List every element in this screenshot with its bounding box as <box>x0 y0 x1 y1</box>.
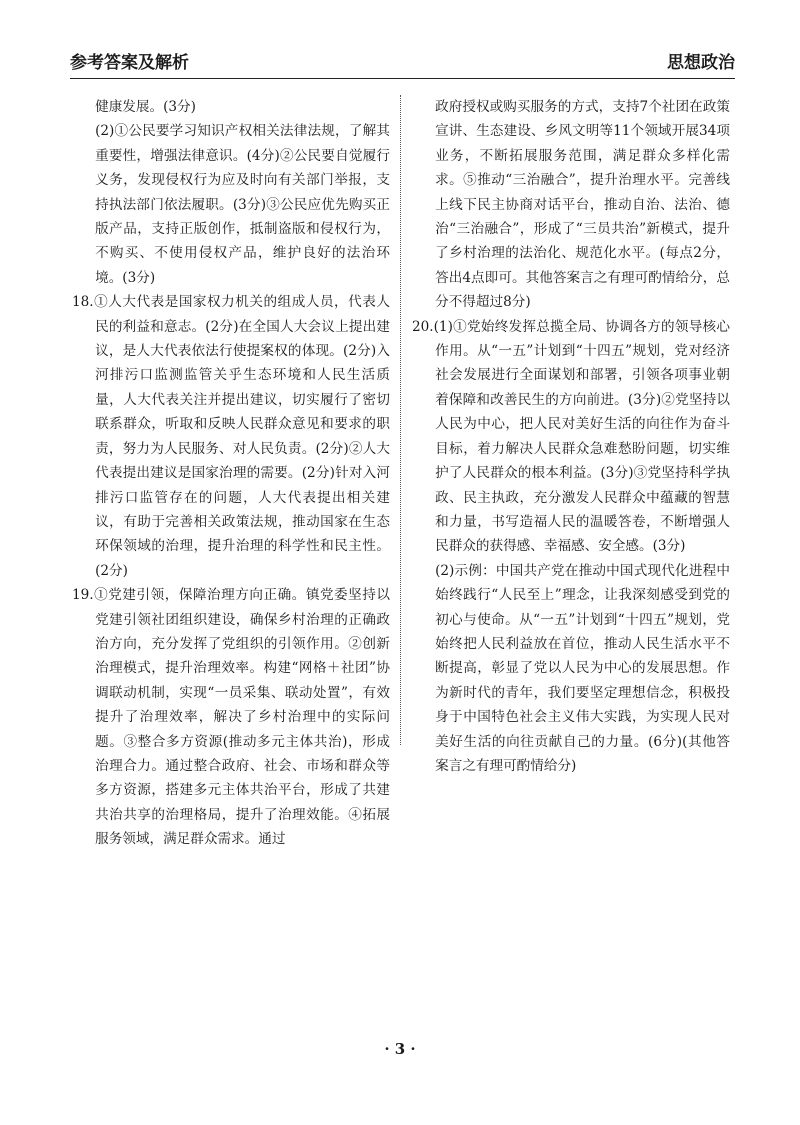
page-number: · 3 · <box>384 1040 416 1058</box>
answer-18: 18.①人大代表是国家权力机关的组成人员，代表人民的利益和意志。(2分)在全国人大会议上提出建议，是人大代表依法行使提案权的体现。(2分)入河排污口监测监管关乎生态环境和人民生活质量，人大代表关注并提出建议，切实履行了密切联系群众，听取和反映人民群众意见和要求的职责，努力为人民服务、对人民负责。(2分)②人大代表提出建议是国家治理的需要。(2分)针对入河排污口监管存在的问题，人大代表提出相关建议，有助于完善相关政策法规，推动国家在生态环保领域的治理，提升治理的科学性和民主性。(2分) <box>72 294 390 579</box>
header-subject-title: 思想政治 <box>667 53 735 73</box>
right-column <box>412 95 730 778</box>
answer-17-2: (2)①公民要学习知识产权相关法律法规，了解其重要性，增强法律意识。(4分)②公民要自觉履行义务，发现侵权行为应及时向有关部门举报，支持执法部门依法履职。(3分)③公民应优先购买正版产品，支持正版创作，抵制盗版和侵权行为，不购买、不使用侵权产品，维护良好的法治环境。(3分) <box>95 123 390 286</box>
page-header <box>70 50 735 79</box>
column-divider <box>400 95 401 745</box>
answer-20-2: (2)示例：中国共产党在推动中国式现代化进程中始终践行“人民至上”理念，让我深刻感受到党的初心与使命。从“一五”计划到“十四五”规划，党始终把人民利益放在首位，推动人民生活水平不断提高，彰显了党以人民为中心的发展思想。作为新时代的青年，我们要坚定理想信念，积极投身于中国特色社会主义伟大实践，为实现人民对美好生活的向往贡献自己的力量。(6分)(其他答案言之有理可酌情给分) <box>435 562 730 774</box>
answer-17-1-tail: 健康发展。(3分) <box>95 99 196 115</box>
answer-19-continued: 政府授权或购买服务的方式，支持7个社团在政策宣讲、生态建设、乡风文明等11个领域开展34项业务，不断拓展服务范围，满足群众多样化需求。⑤推动“三治融合”，提升治理水平。完善线上线下民主协商对话平台，推动自治、法治、德治“三治融合”，形成了“三员共治”新模式，提升了乡村治理的法治化、规范化水平。(每点2分，答出4点即可。其他答案言之有理可酌情给分，总分不得超过8分) <box>435 99 730 311</box>
header-left-title: 参考答案及解析 <box>70 53 189 73</box>
left-column <box>72 95 390 852</box>
answer-20-1: 20.(1)①党始终发挥总揽全局、协调各方的领导核心作用。从“一五”计划到“十四五”规划，党对经济社会发展进行全面谋划和部署，引领各项事业朝着保障和改善民生的方向前进。(3分)②党坚持以人民为中心，把人民对美好生活的向往作为奋斗目标，着力解决人民群众急难愁盼问题，切实维护了人民群众的根本利益。(3分)③党坚持科学执政、民主执政，充分激发人民群众中蕴藏的智慧和力量，书写造福人民的温暖答卷，不断增强人民群众的获得感、幸福感、安全感。(3分) <box>412 318 730 555</box>
answer-19: 19.①党建引领，保障治理方向正确。镇党委坚持以党建引领社团组织建设，确保乡村治理的正确政治方向，充分发挥了党组织的引领作用。②创新治理模式，提升治理效率。构建“网格＋社团”协调联动机制，实现“一员采集、联动处置”，有效提升了治理效率，解决了乡村治理中的实际问题。③整合多方资源(推动多元主体共治)，形成治理合力。通过整合政府、社会、市场和群众等多方资源，搭建多元主体共治平台，形成了共建共治共享的治理格局，提升了治理效能。④拓展服务领域，满足群众需求。通过 <box>72 587 390 848</box>
